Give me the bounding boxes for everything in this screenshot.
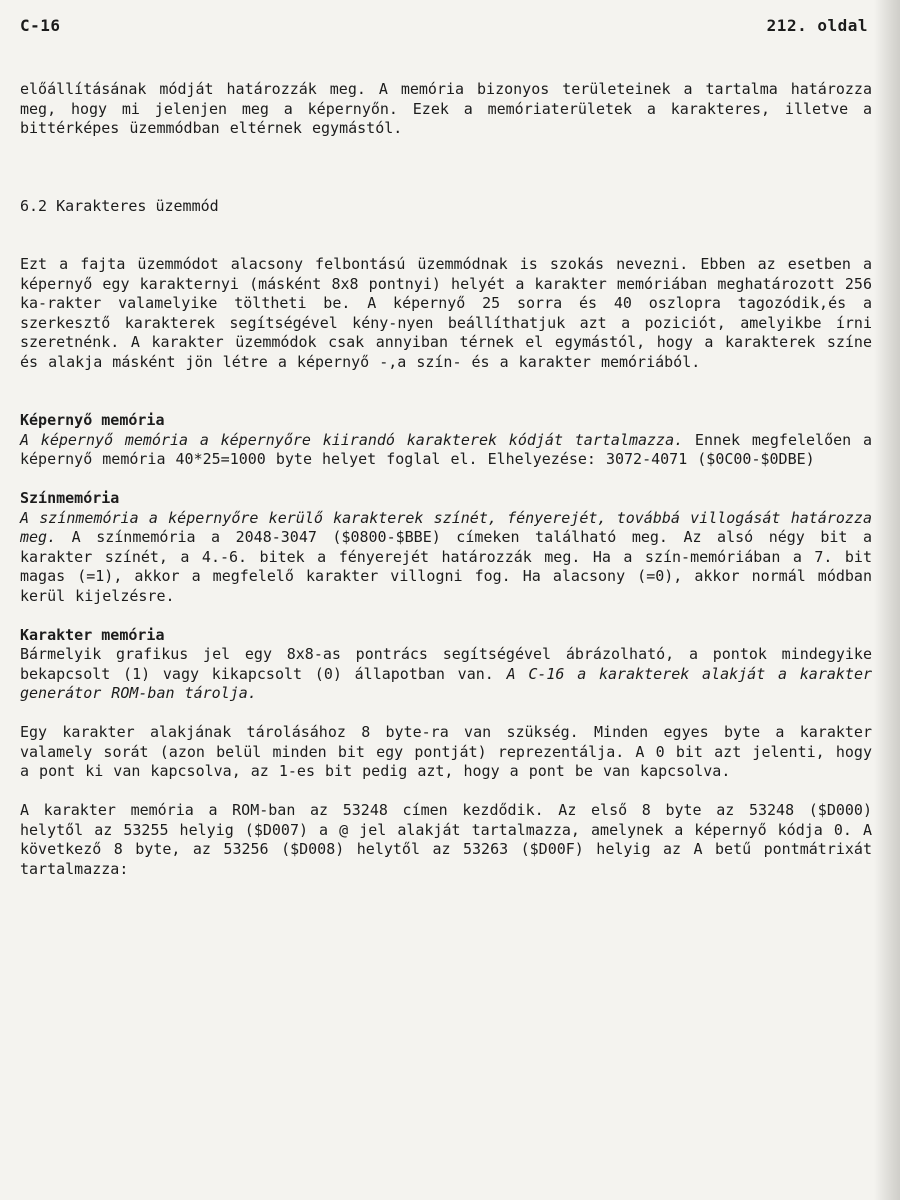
color-memory-italic: A színmemória a képernyőre kerülő karakterek színét, fényerejét, továbbá villogását határozza meg. [20,508,872,546]
page-content [20,80,872,879]
spacer [20,139,872,197]
spacer [20,470,872,490]
color-memory-text: A színmemória a 2048-3047 ($0800-$BBE) címeken található meg. Az alsó négy bit a karakter színét, a 4.-6. bitek a fényerejét határozzák meg. Ha a szín-memóriában a 7. bit magas (=1), akkor a megfelelő karakter villogni fog. Ha alacsony (=0), akkor normál módban kerül kijelzésre. [20,528,872,605]
rom-location-paragraph: A karakter memória a ROM-ban az 53248 címen kezdődik. Az első 8 byte az 53248 ($D000) helytől az 53255 helyig ($D007) a @ jel alakját tartalmazza, amelynek a képernyő kódja 0. A következő 8 byte, az 53256 ($D008) helytől az 53263 ($D00F) helyig az A betű pontmátrixát tartalmazza: [20,801,872,878]
section-title: 6.2 Karakteres üzemmód [20,196,219,215]
header-page-number: 212. oldal [766,16,868,35]
color-memory-paragraph [20,509,872,607]
char-memory-italic: A C-16 a karakterek alakját a karakter generátor ROM-ban tárolja. [20,664,873,702]
intro-paragraph: előállításának módját határozzák meg. A memória bizonyos területeinek a tartalma határozza meg, hogy mi jelenjen meg a képernyőn. Ezek a memóriaterületek a karakteres, illetve a bittérképes üzemmódban eltérnek egymástól. [20,80,872,137]
char-memory-title: Karakter memória [20,625,165,644]
header-chapter: C-16 [20,16,61,35]
char-memory-paragraph [20,645,872,704]
page-edge-shadow [874,0,900,1200]
spacer [20,372,872,411]
char-memory-text: Bármelyik grafikus jel egy 8x8-as pontrács segítségével ábrázolható, a pontok mindegyike bekapcsolt (1) vagy kikapcsolt (0) állapotban van. [20,645,872,683]
screen-memory-italic: A képernyő memória a képernyőre kiirandó karakterek kódját tartalmazza. [20,430,684,449]
screen-memory-title: Képernyő memória [20,411,165,429]
color-memory-title: Színmemória [20,489,120,507]
spacer [20,606,872,626]
screen-memory-text: Ennek megfelelően a képernyő memória 40*25=1000 byte helyet foglal el. Elhelyezése: 3072-4071 ($0C00-$0DBE) [20,430,872,468]
page-header [20,16,868,38]
screen-memory-paragraph [20,431,872,470]
spacer [20,216,872,255]
section-paragraph: Ezt a fajta üzemmódot alacsony felbontású üzemmódnak is szokás nevezni. Ebben az esetben a képernyő egy karakternyi (másként 8x8 pontnyi) helyét a karakter memóriában meghatározott 256 ka-rakter valamelyike töltheti be. A képernyő 25 sorra és 40 oszlopra tagozódik,és a szerkesztő karakterek segítségével kény-nyen beállíthatjuk azt a poziciót, amelyikbe írni szeretnénk. A karakter üzemmódok csak annyiban térnek el egymástól, hogy a karakterek színe és alakja másként jön létre a képernyő -,a szín- és a karakter memóriából. [20,255,872,371]
spacer [20,704,872,724]
spacer [20,782,872,802]
char-storage-paragraph: Egy karakter alakjának tárolásához 8 byte-ra van szükség. Minden egyes byte a karakter valamely sorát (azon belül minden bit egy pontját) reprezentálja. A 0 bit azt jelenti, hogy a pont ki van kapcsolva, az 1-es bit pedig azt, hogy a pont be van kapcsolva. [20,723,872,780]
